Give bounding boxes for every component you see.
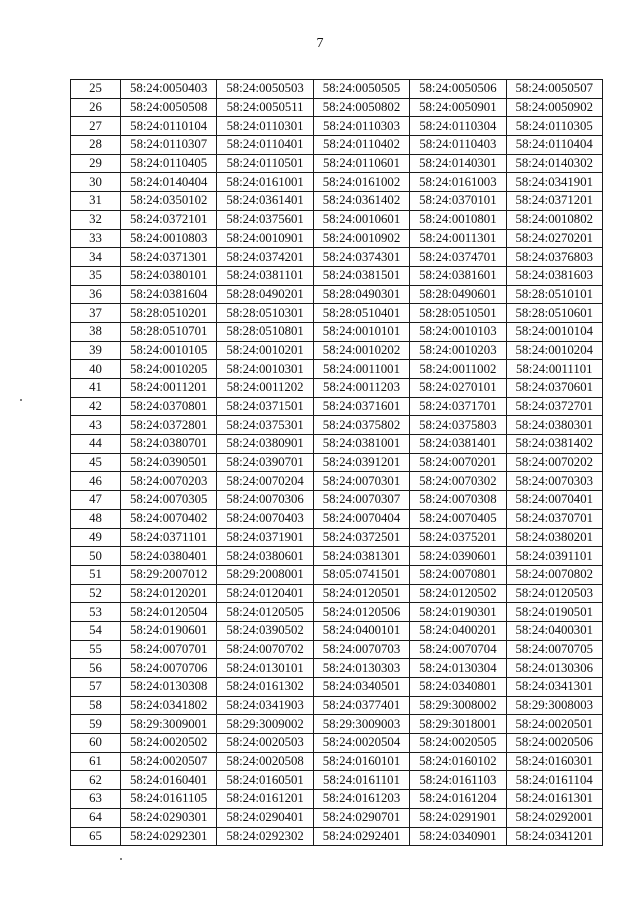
cadastral-code-cell: 58:24:0381402	[506, 435, 602, 454]
table-row	[71, 603, 603, 622]
cadastral-code-cell: 58:24:0011001	[313, 360, 409, 379]
cadastral-code-cell: 58:24:0110303	[313, 117, 409, 136]
cadastral-code-cell: 58:24:0140302	[506, 154, 602, 173]
row-number-cell: 43	[71, 416, 121, 435]
cadastral-code-cell: 58:24:0010104	[506, 322, 602, 341]
row-number-cell: 49	[71, 528, 121, 547]
cadastral-code-cell: 58:24:0160401	[121, 771, 217, 790]
cadastral-code-cell: 58:24:0377401	[313, 696, 409, 715]
cadastral-code-cell: 58:24:0292001	[506, 808, 602, 827]
cadastral-code-cell: 58:24:0011301	[410, 229, 506, 248]
row-number-cell: 64	[71, 808, 121, 827]
cadastral-code-cell: 58:24:0120505	[217, 603, 313, 622]
cadastral-code-cell: 58:24:0070703	[313, 640, 409, 659]
page-number: 7	[316, 36, 324, 51]
table-row	[71, 734, 603, 753]
cadastral-code-cell: 58:24:0110404	[506, 136, 602, 155]
table-row	[71, 472, 603, 491]
cadastral-code-cell: 58:24:0020504	[313, 734, 409, 753]
cadastral-code-cell: 58:24:0010105	[121, 341, 217, 360]
table-row	[71, 192, 603, 211]
cadastral-code-cell: 58:24:0350102	[121, 192, 217, 211]
cadastral-code-cell: 58:24:0110405	[121, 154, 217, 173]
cadastral-code-cell: 58:28:0510801	[217, 322, 313, 341]
cadastral-code-cell: 58:24:0380701	[121, 435, 217, 454]
cadastral-code-cell: 58:24:0011202	[217, 379, 313, 398]
table-row	[71, 416, 603, 435]
cadastral-code-cell: 58:24:0341201	[506, 827, 602, 846]
cadastral-code-cell: 58:24:0381301	[313, 547, 409, 566]
cadastral-code-cell: 58:24:0110601	[313, 154, 409, 173]
cadastral-code-cell: 58:24:0020507	[121, 752, 217, 771]
cadastral-code-cell: 58:24:0372701	[506, 397, 602, 416]
cadastral-code-cell: 58:24:0371601	[313, 397, 409, 416]
row-number-cell: 63	[71, 790, 121, 809]
row-number-cell: 36	[71, 285, 121, 304]
cadastral-code-cell: 58:24:0341903	[217, 696, 313, 715]
row-number-cell: 51	[71, 565, 121, 584]
cadastral-code-cell: 58:05:0741501	[313, 565, 409, 584]
cadastral-code-cell: 58:24:0130101	[217, 659, 313, 678]
cadastral-code-cell: 58:28:0510701	[121, 322, 217, 341]
cadastral-code-cell: 58:24:0371201	[506, 192, 602, 211]
cadastral-code-cell: 58:24:0070402	[121, 509, 217, 528]
table-row	[71, 771, 603, 790]
cadastral-code-cell: 58:24:0070801	[410, 565, 506, 584]
row-number-cell: 59	[71, 715, 121, 734]
cadastral-code-cell: 58:24:0050507	[506, 80, 602, 99]
cadastral-code-cell: 58:24:0050511	[217, 98, 313, 117]
cadastral-code-cell: 58:24:0292302	[217, 827, 313, 846]
cadastral-code-cell: 58:24:0010103	[410, 322, 506, 341]
cadastral-code-cell: 58:24:0120506	[313, 603, 409, 622]
table-row	[71, 248, 603, 267]
row-number-cell: 62	[71, 771, 121, 790]
cadastral-code-cell: 58:24:0380601	[217, 547, 313, 566]
cadastral-code-cell: 58:24:0010203	[410, 341, 506, 360]
table-row	[71, 266, 603, 285]
table-row	[71, 379, 603, 398]
cadastral-code-cell: 58:24:0050508	[121, 98, 217, 117]
cadastral-code-cell: 58:24:0375301	[217, 416, 313, 435]
cadastral-code-cell: 58:24:0361401	[217, 192, 313, 211]
cadastral-code-cell: 58:24:0161104	[506, 771, 602, 790]
cadastral-code-cell: 58:24:0161201	[217, 790, 313, 809]
cadastral-code-cell: 58:24:0011203	[313, 379, 409, 398]
cadastral-code-cell: 58:24:0381603	[506, 266, 602, 285]
table-row	[71, 117, 603, 136]
cadastral-code-cell: 58:28:0510501	[410, 304, 506, 323]
cadastral-code-cell: 58:24:0070201	[410, 453, 506, 472]
row-number-cell: 60	[71, 734, 121, 753]
table-row	[71, 827, 603, 846]
table-row	[71, 98, 603, 117]
cadastral-code-cell: 58:24:0341802	[121, 696, 217, 715]
table-row	[71, 322, 603, 341]
cadastral-code-cell: 58:24:0070202	[506, 453, 602, 472]
cadastral-code-cell: 58:24:0070306	[217, 491, 313, 510]
cadastral-code-cell: 58:24:0374201	[217, 248, 313, 267]
cadastral-code-cell: 58:24:0120503	[506, 584, 602, 603]
cadastral-code-cell: 58:24:0160501	[217, 771, 313, 790]
cadastral-code-cell: 58:24:0070403	[217, 509, 313, 528]
table-row	[71, 154, 603, 173]
cadastral-code-cell: 58:24:0110403	[410, 136, 506, 155]
cadastral-table-wrapper	[70, 79, 603, 846]
row-number-cell: 61	[71, 752, 121, 771]
cadastral-code-cell: 58:24:0161101	[313, 771, 409, 790]
cadastral-code-cell: 58:24:0050802	[313, 98, 409, 117]
row-number-cell: 31	[71, 192, 121, 211]
cadastral-code-cell: 58:24:0120501	[313, 584, 409, 603]
cadastral-code-cell: 58:24:0130303	[313, 659, 409, 678]
cadastral-code-cell: 58:24:0070802	[506, 565, 602, 584]
cadastral-code-cell: 58:24:0290401	[217, 808, 313, 827]
row-number-cell: 58	[71, 696, 121, 715]
cadastral-code-cell: 58:24:0010205	[121, 360, 217, 379]
cadastral-code-cell: 58:24:0381501	[313, 266, 409, 285]
table-row	[71, 584, 603, 603]
cadastral-code-cell: 58:24:0050506	[410, 80, 506, 99]
cadastral-code-cell: 58:24:0010101	[313, 322, 409, 341]
cadastral-code-cell: 58:24:0290701	[313, 808, 409, 827]
cadastral-code-cell: 58:24:0190501	[506, 603, 602, 622]
cadastral-code-cell: 58:24:0010301	[217, 360, 313, 379]
cadastral-code-cell: 58:24:0160101	[313, 752, 409, 771]
cadastral-code-cell: 58:24:0010202	[313, 341, 409, 360]
cadastral-code-cell: 58:24:0290301	[121, 808, 217, 827]
cadastral-code-cell: 58:24:0070302	[410, 472, 506, 491]
table-row	[71, 229, 603, 248]
row-number-cell: 27	[71, 117, 121, 136]
cadastral-code-cell: 58:24:0020501	[506, 715, 602, 734]
row-number-cell: 32	[71, 210, 121, 229]
row-number-cell: 40	[71, 360, 121, 379]
cadastral-code-cell: 58:24:0050902	[506, 98, 602, 117]
cadastral-code-cell: 58:24:0190301	[410, 603, 506, 622]
cadastral-code-cell: 58:24:0372801	[121, 416, 217, 435]
table-row	[71, 528, 603, 547]
row-number-cell: 41	[71, 379, 121, 398]
cadastral-code-cell: 58:24:0391201	[313, 453, 409, 472]
row-number-cell: 45	[71, 453, 121, 472]
cadastral-code-cell: 58:24:0380301	[506, 416, 602, 435]
cadastral-code-cell: 58:24:0120201	[121, 584, 217, 603]
cadastral-code-cell: 58:24:0340801	[410, 678, 506, 697]
cadastral-code-cell: 58:29:2007012	[121, 565, 217, 584]
table-row	[71, 173, 603, 192]
cadastral-code-cell: 58:24:0070305	[121, 491, 217, 510]
cadastral-code-cell: 58:24:0161003	[410, 173, 506, 192]
cadastral-code-cell: 58:24:0010803	[121, 229, 217, 248]
cadastral-code-cell: 58:24:0341301	[506, 678, 602, 697]
cadastral-code-cell: 58:24:0270201	[506, 229, 602, 248]
cadastral-code-cell: 58:24:0375803	[410, 416, 506, 435]
cadastral-code-cell: 58:24:0070203	[121, 472, 217, 491]
cadastral-code-cell: 58:24:0160102	[410, 752, 506, 771]
cadastral-code-cell: 58:24:0380201	[506, 528, 602, 547]
cadastral-code-cell: 58:24:0070301	[313, 472, 409, 491]
cadastral-code-cell: 58:24:0020502	[121, 734, 217, 753]
row-number-cell: 35	[71, 266, 121, 285]
table-row	[71, 304, 603, 323]
row-number-cell: 52	[71, 584, 121, 603]
table-row	[71, 80, 603, 99]
cadastral-code-cell: 58:24:0120504	[121, 603, 217, 622]
cadastral-code-cell: 58:28:0510101	[506, 285, 602, 304]
cadastral-code-cell: 58:24:0340501	[313, 678, 409, 697]
cadastral-code-cell: 58:24:0375601	[217, 210, 313, 229]
row-number-cell: 29	[71, 154, 121, 173]
cadastral-code-cell: 58:24:0381001	[313, 435, 409, 454]
row-number-cell: 46	[71, 472, 121, 491]
cadastral-code-cell: 58:24:0160301	[506, 752, 602, 771]
cadastral-code-cell: 58:24:0381604	[121, 285, 217, 304]
cadastral-code-cell: 58:29:3018001	[410, 715, 506, 734]
table-row	[71, 790, 603, 809]
table-row	[71, 453, 603, 472]
row-number-cell: 48	[71, 509, 121, 528]
cadastral-code-cell: 58:24:0400101	[313, 621, 409, 640]
cadastral-code-cell: 58:24:0020508	[217, 752, 313, 771]
cadastral-code-cell: 58:24:0371701	[410, 397, 506, 416]
row-number-cell: 50	[71, 547, 121, 566]
table-row	[71, 715, 603, 734]
cadastral-code-cell: 58:24:0371101	[121, 528, 217, 547]
cadastral-code-cell: 58:24:0381101	[217, 266, 313, 285]
cadastral-code-cell: 58:24:0371901	[217, 528, 313, 547]
cadastral-code-cell: 58:24:0370801	[121, 397, 217, 416]
table-row	[71, 621, 603, 640]
cadastral-code-cell: 58:24:0161002	[313, 173, 409, 192]
cadastral-code-cell: 58:29:2008001	[217, 565, 313, 584]
cadastral-code-cell: 58:24:0380901	[217, 435, 313, 454]
cadastral-code-cell: 58:29:3009002	[217, 715, 313, 734]
cadastral-code-cell: 58:24:0130306	[506, 659, 602, 678]
cadastral-code-cell: 58:24:0161302	[217, 678, 313, 697]
cadastral-code-cell: 58:24:0020506	[506, 734, 602, 753]
cadastral-code-cell: 58:24:0161301	[506, 790, 602, 809]
cadastral-code-cell: 58:24:0010801	[410, 210, 506, 229]
cadastral-code-cell: 58:24:0375802	[313, 416, 409, 435]
cadastral-code-cell: 58:24:0376803	[506, 248, 602, 267]
row-number-cell: 39	[71, 341, 121, 360]
table-row	[71, 640, 603, 659]
row-number-cell: 38	[71, 322, 121, 341]
cadastral-code-cell: 58:24:0050505	[313, 80, 409, 99]
row-number-cell: 42	[71, 397, 121, 416]
table-row	[71, 360, 603, 379]
row-number-cell: 33	[71, 229, 121, 248]
row-number-cell: 30	[71, 173, 121, 192]
cadastral-code-cell: 58:24:0390501	[121, 453, 217, 472]
table-body	[71, 80, 603, 846]
cadastral-code-cell: 58:24:0110304	[410, 117, 506, 136]
table-row	[71, 136, 603, 155]
cadastral-code-cell: 58:24:0070303	[506, 472, 602, 491]
cadastral-code-cell: 58:24:0070307	[313, 491, 409, 510]
row-number-cell: 57	[71, 678, 121, 697]
row-number-cell: 44	[71, 435, 121, 454]
row-number-cell: 26	[71, 98, 121, 117]
cadastral-code-cell: 58:24:0120502	[410, 584, 506, 603]
row-number-cell: 54	[71, 621, 121, 640]
cadastral-code-cell: 58:24:0270101	[410, 379, 506, 398]
cadastral-code-cell: 58:24:0130308	[121, 678, 217, 697]
cadastral-code-cell: 58:24:0011101	[506, 360, 602, 379]
cadastral-code-cell: 58:24:0374701	[410, 248, 506, 267]
cadastral-code-cell: 58:24:0161001	[217, 173, 313, 192]
cadastral-code-cell: 58:24:0010204	[506, 341, 602, 360]
cadastral-code-cell: 58:24:0011201	[121, 379, 217, 398]
row-number-cell: 53	[71, 603, 121, 622]
cadastral-code-cell: 58:24:0374301	[313, 248, 409, 267]
cadastral-code-cell: 58:24:0390701	[217, 453, 313, 472]
cadastral-code-cell: 58:24:0140301	[410, 154, 506, 173]
row-number-cell: 37	[71, 304, 121, 323]
table-row	[71, 509, 603, 528]
cadastral-code-cell: 58:24:0381601	[410, 266, 506, 285]
cadastral-code-cell: 58:24:0010201	[217, 341, 313, 360]
table-row	[71, 285, 603, 304]
table-row	[71, 565, 603, 584]
cadastral-code-cell: 58:24:0070405	[410, 509, 506, 528]
cadastral-code-cell: 58:24:0110104	[121, 117, 217, 136]
cadastral-code-cell: 58:24:0050901	[410, 98, 506, 117]
table-row	[71, 210, 603, 229]
cadastral-code-cell: 58:29:3008003	[506, 696, 602, 715]
cadastral-code-cell: 58:24:0340901	[410, 827, 506, 846]
cadastral-code-cell: 58:24:0292301	[121, 827, 217, 846]
cadastral-code-cell: 58:24:0140404	[121, 173, 217, 192]
cadastral-code-cell: 58:28:0490601	[410, 285, 506, 304]
row-number-cell: 56	[71, 659, 121, 678]
cadastral-code-cell: 58:24:0381401	[410, 435, 506, 454]
table-row	[71, 808, 603, 827]
cadastral-code-cell: 58:24:0110401	[217, 136, 313, 155]
cadastral-code-cell: 58:24:0161203	[313, 790, 409, 809]
cadastral-code-cell: 58:24:0070401	[506, 491, 602, 510]
cadastral-code-cell: 58:24:0361402	[313, 192, 409, 211]
cadastral-code-cell: 58:24:0010901	[217, 229, 313, 248]
cadastral-code-cell: 58:24:0110307	[121, 136, 217, 155]
cadastral-code-cell: 58:24:0020505	[410, 734, 506, 753]
cadastral-code-cell: 58:24:0370101	[410, 192, 506, 211]
cadastral-code-cell: 58:24:0050503	[217, 80, 313, 99]
cadastral-code-cell: 58:24:0070705	[506, 640, 602, 659]
row-number-cell: 65	[71, 827, 121, 846]
cadastral-code-cell: 58:24:0050403	[121, 80, 217, 99]
cadastral-code-cell: 58:24:0070702	[217, 640, 313, 659]
cadastral-code-cell: 58:24:0371501	[217, 397, 313, 416]
cadastral-code-cell: 58:24:0010601	[313, 210, 409, 229]
cadastral-code-cell: 58:28:0490301	[313, 285, 409, 304]
table-row	[71, 752, 603, 771]
row-number-cell: 34	[71, 248, 121, 267]
cadastral-code-cell: 58:24:0110402	[313, 136, 409, 155]
cadastral-code-cell: 58:24:0070704	[410, 640, 506, 659]
cadastral-code-cell: 58:29:3008002	[410, 696, 506, 715]
cadastral-code-cell: 58:24:0375201	[410, 528, 506, 547]
row-number-cell: 47	[71, 491, 121, 510]
cadastral-code-cell: 58:24:0010802	[506, 210, 602, 229]
cadastral-code-cell: 58:29:3009001	[121, 715, 217, 734]
cadastral-code-cell: 58:24:0400201	[410, 621, 506, 640]
cadastral-code-cell: 58:24:0372101	[121, 210, 217, 229]
table-row	[71, 397, 603, 416]
cadastral-code-cell: 58:24:0070701	[121, 640, 217, 659]
cadastral-code-cell: 58:24:0161103	[410, 771, 506, 790]
cadastral-code-cell: 58:28:0510401	[313, 304, 409, 323]
scan-speck	[20, 399, 22, 401]
cadastral-code-cell: 58:24:0291901	[410, 808, 506, 827]
cadastral-code-cell: 58:28:0510301	[217, 304, 313, 323]
cadastral-code-cell: 58:24:0120401	[217, 584, 313, 603]
row-number-cell: 28	[71, 136, 121, 155]
cadastral-code-cell: 58:24:0190601	[121, 621, 217, 640]
cadastral-code-cell: 58:24:0161204	[410, 790, 506, 809]
cadastral-code-cell: 58:24:0380101	[121, 266, 217, 285]
cadastral-code-cell: 58:29:3009003	[313, 715, 409, 734]
cadastral-code-cell: 58:24:0292401	[313, 827, 409, 846]
cadastral-code-cell: 58:24:0370601	[506, 379, 602, 398]
cadastral-code-cell: 58:24:0070706	[121, 659, 217, 678]
table-row	[71, 491, 603, 510]
cadastral-code-cell: 58:24:0371301	[121, 248, 217, 267]
cadastral-code-cell: 58:28:0490201	[217, 285, 313, 304]
cadastral-code-cell: 58:24:0130304	[410, 659, 506, 678]
cadastral-code-cell: 58:24:0341901	[506, 173, 602, 192]
table-row	[71, 678, 603, 697]
cadastral-code-cell: 58:24:0390601	[410, 547, 506, 566]
row-number-cell: 55	[71, 640, 121, 659]
cadastral-code-cell: 58:24:0110305	[506, 117, 602, 136]
cadastral-code-cell: 58:24:0390502	[217, 621, 313, 640]
cadastral-code-cell: 58:24:0010902	[313, 229, 409, 248]
cadastral-code-cell: 58:24:0070204	[217, 472, 313, 491]
cadastral-numbers-table	[70, 79, 603, 846]
table-row	[71, 696, 603, 715]
cadastral-code-cell: 58:24:0372501	[313, 528, 409, 547]
cadastral-code-cell: 58:24:0161105	[121, 790, 217, 809]
cadastral-code-cell: 58:24:0370701	[506, 509, 602, 528]
cadastral-code-cell: 58:24:0110301	[217, 117, 313, 136]
cadastral-code-cell: 58:24:0070308	[410, 491, 506, 510]
cadastral-code-cell: 58:24:0070404	[313, 509, 409, 528]
cadastral-code-cell: 58:24:0380401	[121, 547, 217, 566]
row-number-cell: 25	[71, 80, 121, 99]
cadastral-code-cell: 58:24:0110501	[217, 154, 313, 173]
cadastral-code-cell: 58:24:0020503	[217, 734, 313, 753]
cadastral-code-cell: 58:24:0400301	[506, 621, 602, 640]
cadastral-code-cell: 58:24:0391101	[506, 547, 602, 566]
cadastral-code-cell: 58:28:0510601	[506, 304, 602, 323]
table-row	[71, 659, 603, 678]
table-row	[71, 547, 603, 566]
cadastral-code-cell: 58:24:0011002	[410, 360, 506, 379]
cadastral-code-cell: 58:28:0510201	[121, 304, 217, 323]
table-row	[71, 341, 603, 360]
scan-speck	[120, 858, 122, 860]
table-row	[71, 435, 603, 454]
